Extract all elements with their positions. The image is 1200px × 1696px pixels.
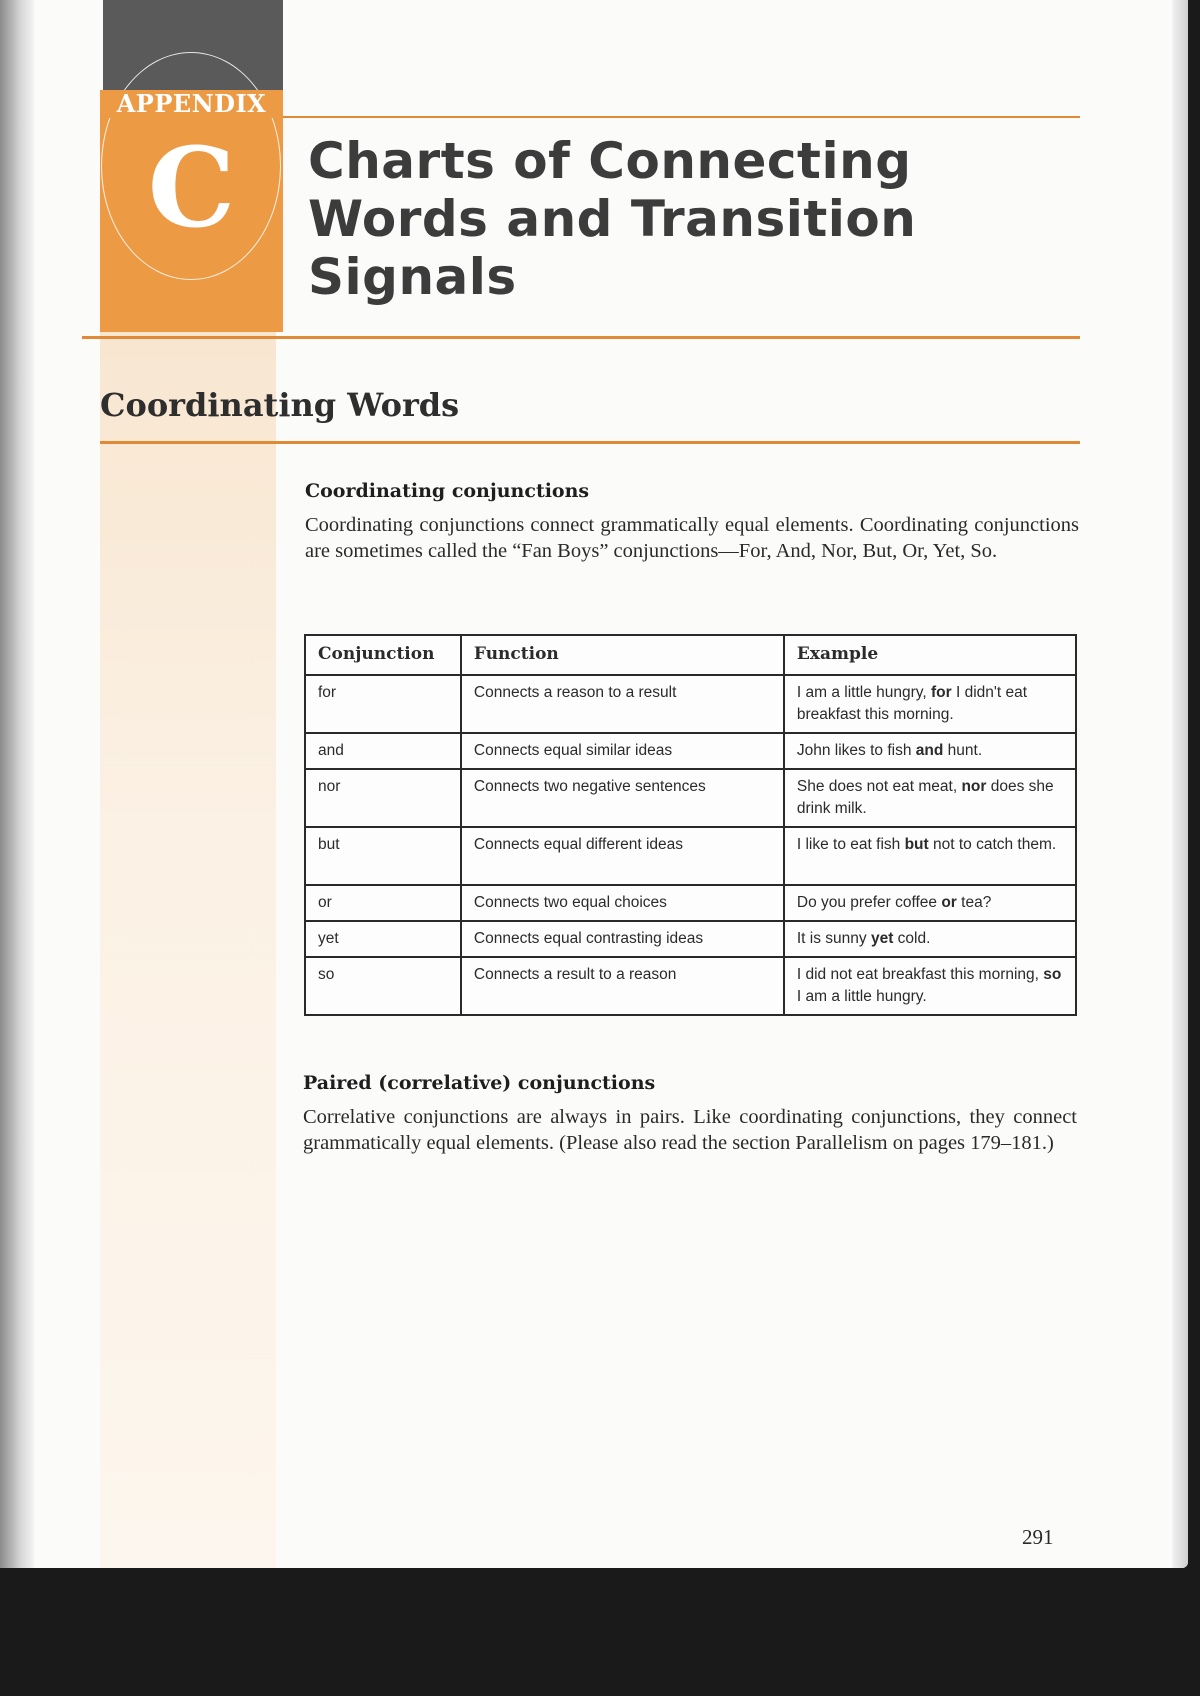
page-gutter-shadow (0, 0, 34, 1568)
table-header-row (305, 635, 1076, 675)
example-text: tea? (956, 894, 992, 911)
title-bottom-rule (82, 336, 1080, 339)
cell-function: Connects a reason to a result (461, 675, 784, 733)
cell-function: Connects equal similar ideas (461, 733, 784, 769)
table-header-function: Function (461, 635, 784, 675)
example-text: It is sunny (796, 930, 871, 947)
appendix-label: APPENDIX (100, 90, 283, 118)
example-conjunction: for (930, 684, 952, 701)
table-row (305, 885, 1076, 921)
section-heading: Coordinating Words (100, 386, 460, 424)
table-row (305, 733, 1076, 769)
table-row (305, 827, 1076, 885)
cell-example (784, 769, 1076, 827)
table-row (305, 769, 1076, 827)
example-text: does she drink milk. (796, 778, 1054, 817)
title-line-3: Signals (308, 248, 517, 306)
example-conjunction: nor (961, 778, 987, 795)
example-conjunction: but (904, 836, 929, 853)
example-text: I like to eat fish (796, 836, 905, 853)
appendix-letter: C (147, 123, 236, 252)
table-header-conjunction: Conjunction (305, 635, 461, 675)
example-conjunction: or (941, 894, 957, 911)
example-text: I did not eat breakfast this morning, (796, 966, 1044, 983)
example-conjunction: yet (870, 930, 894, 947)
cell-conjunction: nor (305, 769, 461, 827)
cell-example (784, 957, 1076, 1015)
title-line-1: Charts of Connecting (308, 132, 912, 190)
table-row (305, 675, 1076, 733)
cell-conjunction: and (305, 733, 461, 769)
example-text: I didn't eat breakfast this morning. (796, 684, 1027, 723)
cell-conjunction: for (305, 675, 461, 733)
table-row (305, 957, 1076, 1015)
cell-function: Connects two equal choices (461, 885, 784, 921)
example-text: John likes to fish (796, 742, 916, 759)
example-text: hunt. (943, 742, 983, 759)
example-text: I am a little hungry. (796, 988, 927, 1005)
paired-heading: Paired (correlative) conjunctions (303, 1072, 656, 1094)
cell-function: Connects equal different ideas (461, 827, 784, 885)
example-text: not to catch them. (928, 836, 1057, 853)
cell-function: Connects a result to a reason (461, 957, 784, 1015)
title-line-2: Words and Transition (308, 190, 917, 248)
cell-conjunction: so (305, 957, 461, 1015)
page-title (308, 132, 1108, 306)
table-row (305, 921, 1076, 957)
coordinating-heading: Coordinating conjunctions (305, 480, 590, 502)
cell-function: Connects two negative sentences (461, 769, 784, 827)
cell-conjunction: but (305, 827, 461, 885)
example-text: Do you prefer coffee (796, 894, 942, 911)
conjunctions-table (304, 634, 1077, 1016)
table-header-example: Example (784, 635, 1076, 675)
coordinating-paragraph: Coordinating conjunctions connect grammatically equal elements. Coordinating conjunctions are sometimes called the “Fan Boys” conjunctions—For, And, Nor, But, Or, Yet, So. (305, 514, 1079, 562)
section-rule (100, 441, 1080, 444)
cell-example (784, 921, 1076, 957)
cell-example (784, 885, 1076, 921)
title-top-rule (283, 116, 1080, 118)
cell-example (784, 827, 1076, 885)
cell-conjunction: yet (305, 921, 461, 957)
cell-conjunction: or (305, 885, 461, 921)
cell-example (784, 675, 1076, 733)
page-number: 291 (1022, 1525, 1054, 1549)
paired-paragraph: Correlative conjunctions are always in pairs. Like coordinating conjunctions, they connect grammatically equal elements. (Please also read the section Parallelism on pages 179–181.) (303, 1106, 1077, 1154)
example-text: cold. (893, 930, 931, 947)
example-conjunction: so (1043, 966, 1062, 983)
cell-function: Connects equal contrasting ideas (461, 921, 784, 957)
cell-example (784, 733, 1076, 769)
page-right-edge (1172, 0, 1188, 1568)
margin-band (100, 330, 276, 1568)
example-conjunction: and (915, 742, 944, 759)
example-text: She does not eat meat, (796, 778, 962, 795)
example-text: I am a little hungry, (796, 684, 931, 701)
